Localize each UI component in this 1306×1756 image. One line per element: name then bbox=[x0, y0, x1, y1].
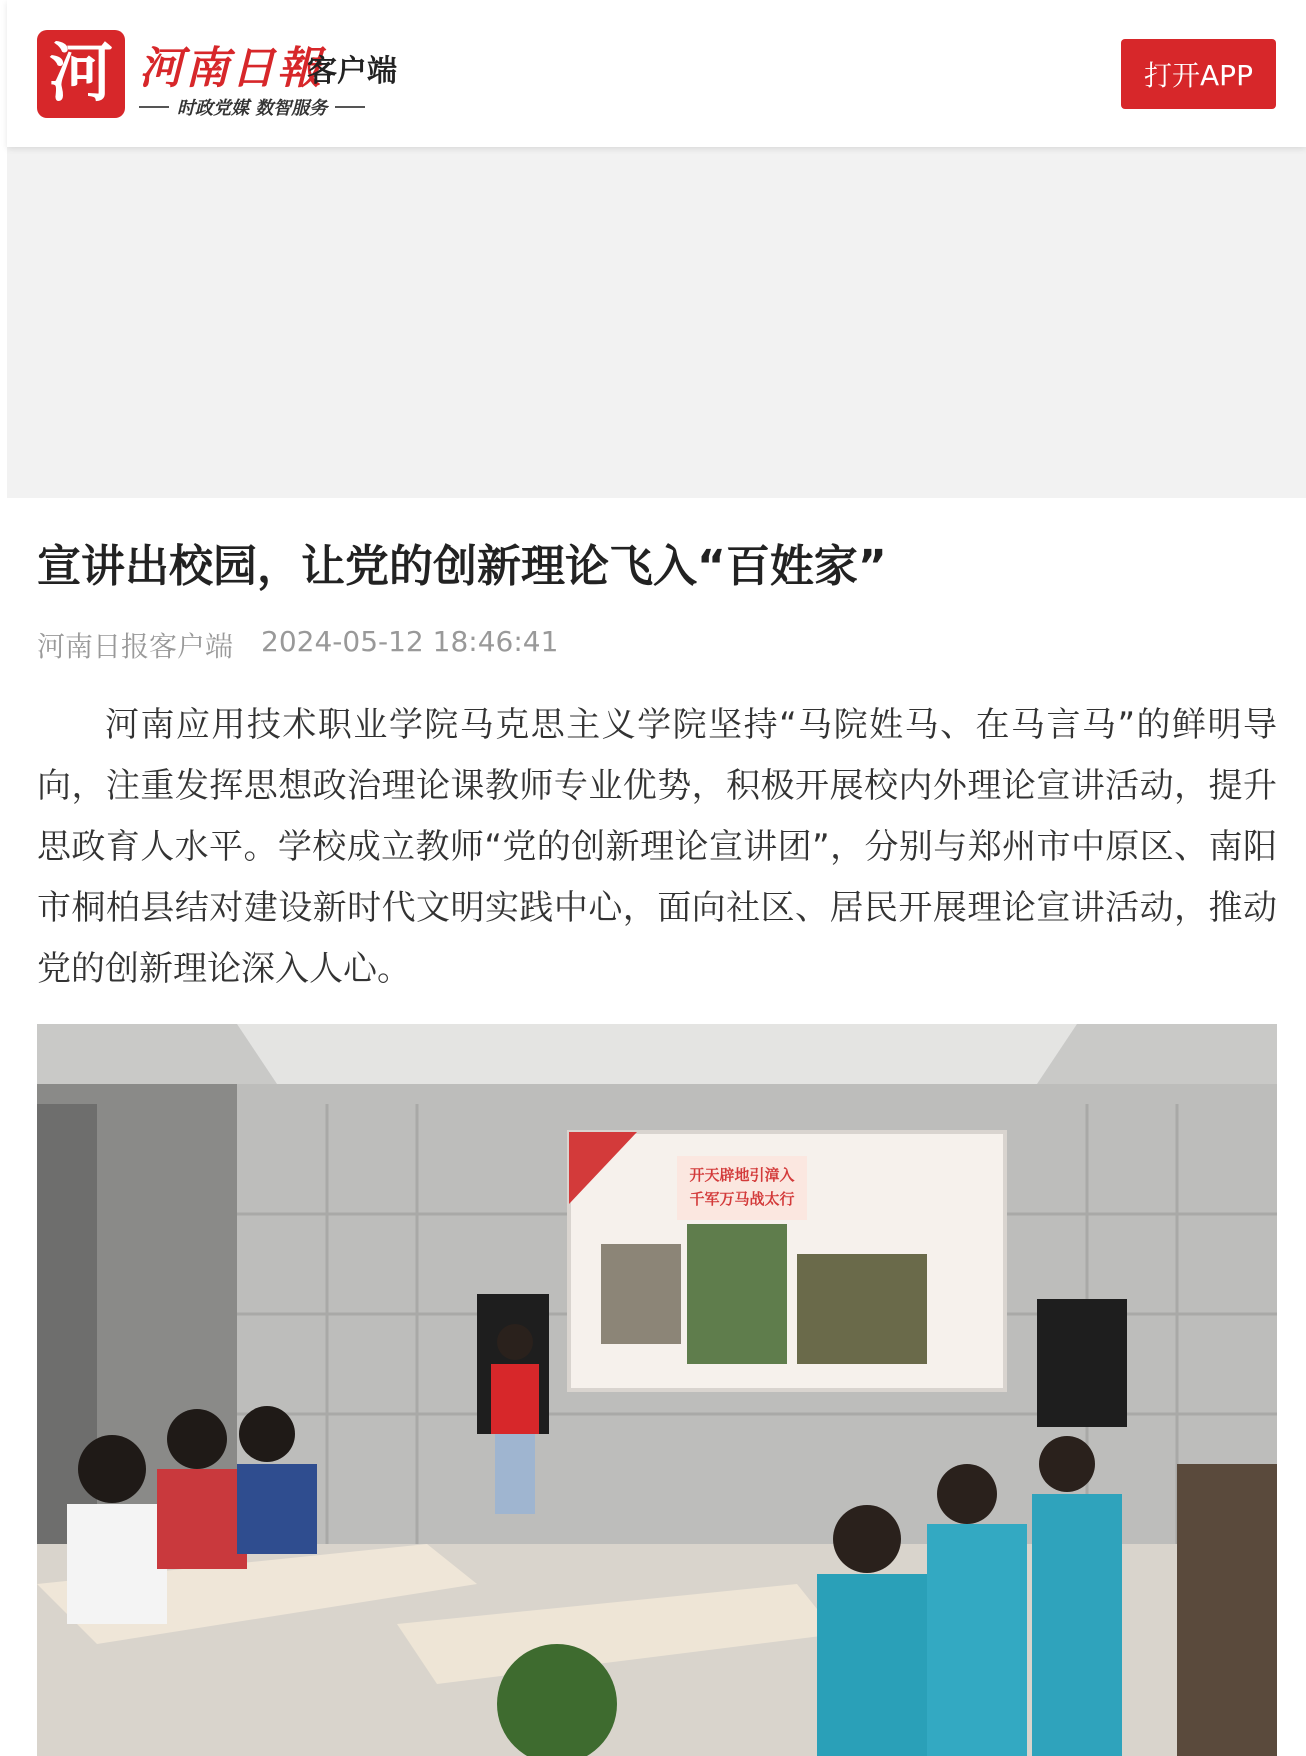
student-3-head bbox=[239, 1406, 295, 1462]
logo-wordmark bbox=[139, 30, 439, 120]
slide-title-line2: 千军万马战太行 bbox=[689, 1190, 795, 1208]
slide-photo-2 bbox=[687, 1224, 787, 1364]
logo-name: 河南日報 bbox=[139, 43, 323, 94]
slide-photo-1 bbox=[601, 1244, 681, 1344]
logo-suffix: 客户端 bbox=[307, 54, 397, 89]
student-2-head bbox=[167, 1409, 227, 1469]
student-6-head bbox=[1039, 1436, 1095, 1492]
classroom-photo bbox=[37, 1024, 1277, 1756]
presenter-head bbox=[497, 1324, 533, 1360]
article-source: 河南日报客户端 bbox=[37, 630, 234, 664]
slogan-left-line bbox=[139, 106, 169, 108]
student-3-body bbox=[237, 1464, 317, 1554]
logo-icon: 河 bbox=[37, 30, 125, 118]
podium bbox=[1177, 1464, 1277, 1756]
open-app-button[interactable]: 打开APP bbox=[1121, 39, 1276, 109]
presenter-shirt bbox=[491, 1364, 539, 1434]
slogan-right-line bbox=[335, 106, 365, 108]
article-photo[interactable] bbox=[37, 1024, 1277, 1756]
article-datetime: 2024-05-12 18:46:41 bbox=[261, 625, 559, 659]
article-body: 河南应用技术职业学院马克思主义学院坚持“马院姓马、在马言马”的鲜明导向，注重发挥思想政治理论课教师专业优势，积极开展校内外理论宣讲活动，提升思政育人水平。学校成立教师“党的创新理论宣讲团”，分别与郑州市中原区、南阳市桐柏县结对建设新时代文明实践中心，面向社区、居民开展理论宣讲活动，推动党的创新理论深入人心。 bbox=[37, 705, 1277, 990]
app-header bbox=[7, 0, 1306, 147]
student-1-head bbox=[78, 1435, 146, 1503]
article-meta bbox=[37, 625, 1277, 665]
student-2-body bbox=[157, 1469, 247, 1569]
student-4-head bbox=[833, 1505, 901, 1573]
student-5-head bbox=[937, 1464, 997, 1524]
student-5-body bbox=[927, 1524, 1027, 1756]
student-1-body bbox=[67, 1504, 167, 1624]
ad-placeholder bbox=[7, 147, 1306, 498]
article-title: 宣讲出校园，让党的创新理论飞入“百姓家” bbox=[37, 541, 887, 592]
ceiling-light bbox=[237, 1024, 1077, 1084]
slide-photo-3 bbox=[797, 1254, 927, 1364]
slide-title-line1: 开天辟地引漳入 bbox=[689, 1166, 795, 1184]
article bbox=[37, 498, 1277, 1034]
presenter-jeans bbox=[495, 1434, 535, 1514]
logo-slogan bbox=[139, 94, 365, 120]
slogan-text: 时政党媒 数智服务 bbox=[177, 98, 328, 119]
student-4-body bbox=[817, 1574, 927, 1756]
student-6-body bbox=[1032, 1494, 1122, 1756]
right-speaker bbox=[1037, 1299, 1127, 1427]
